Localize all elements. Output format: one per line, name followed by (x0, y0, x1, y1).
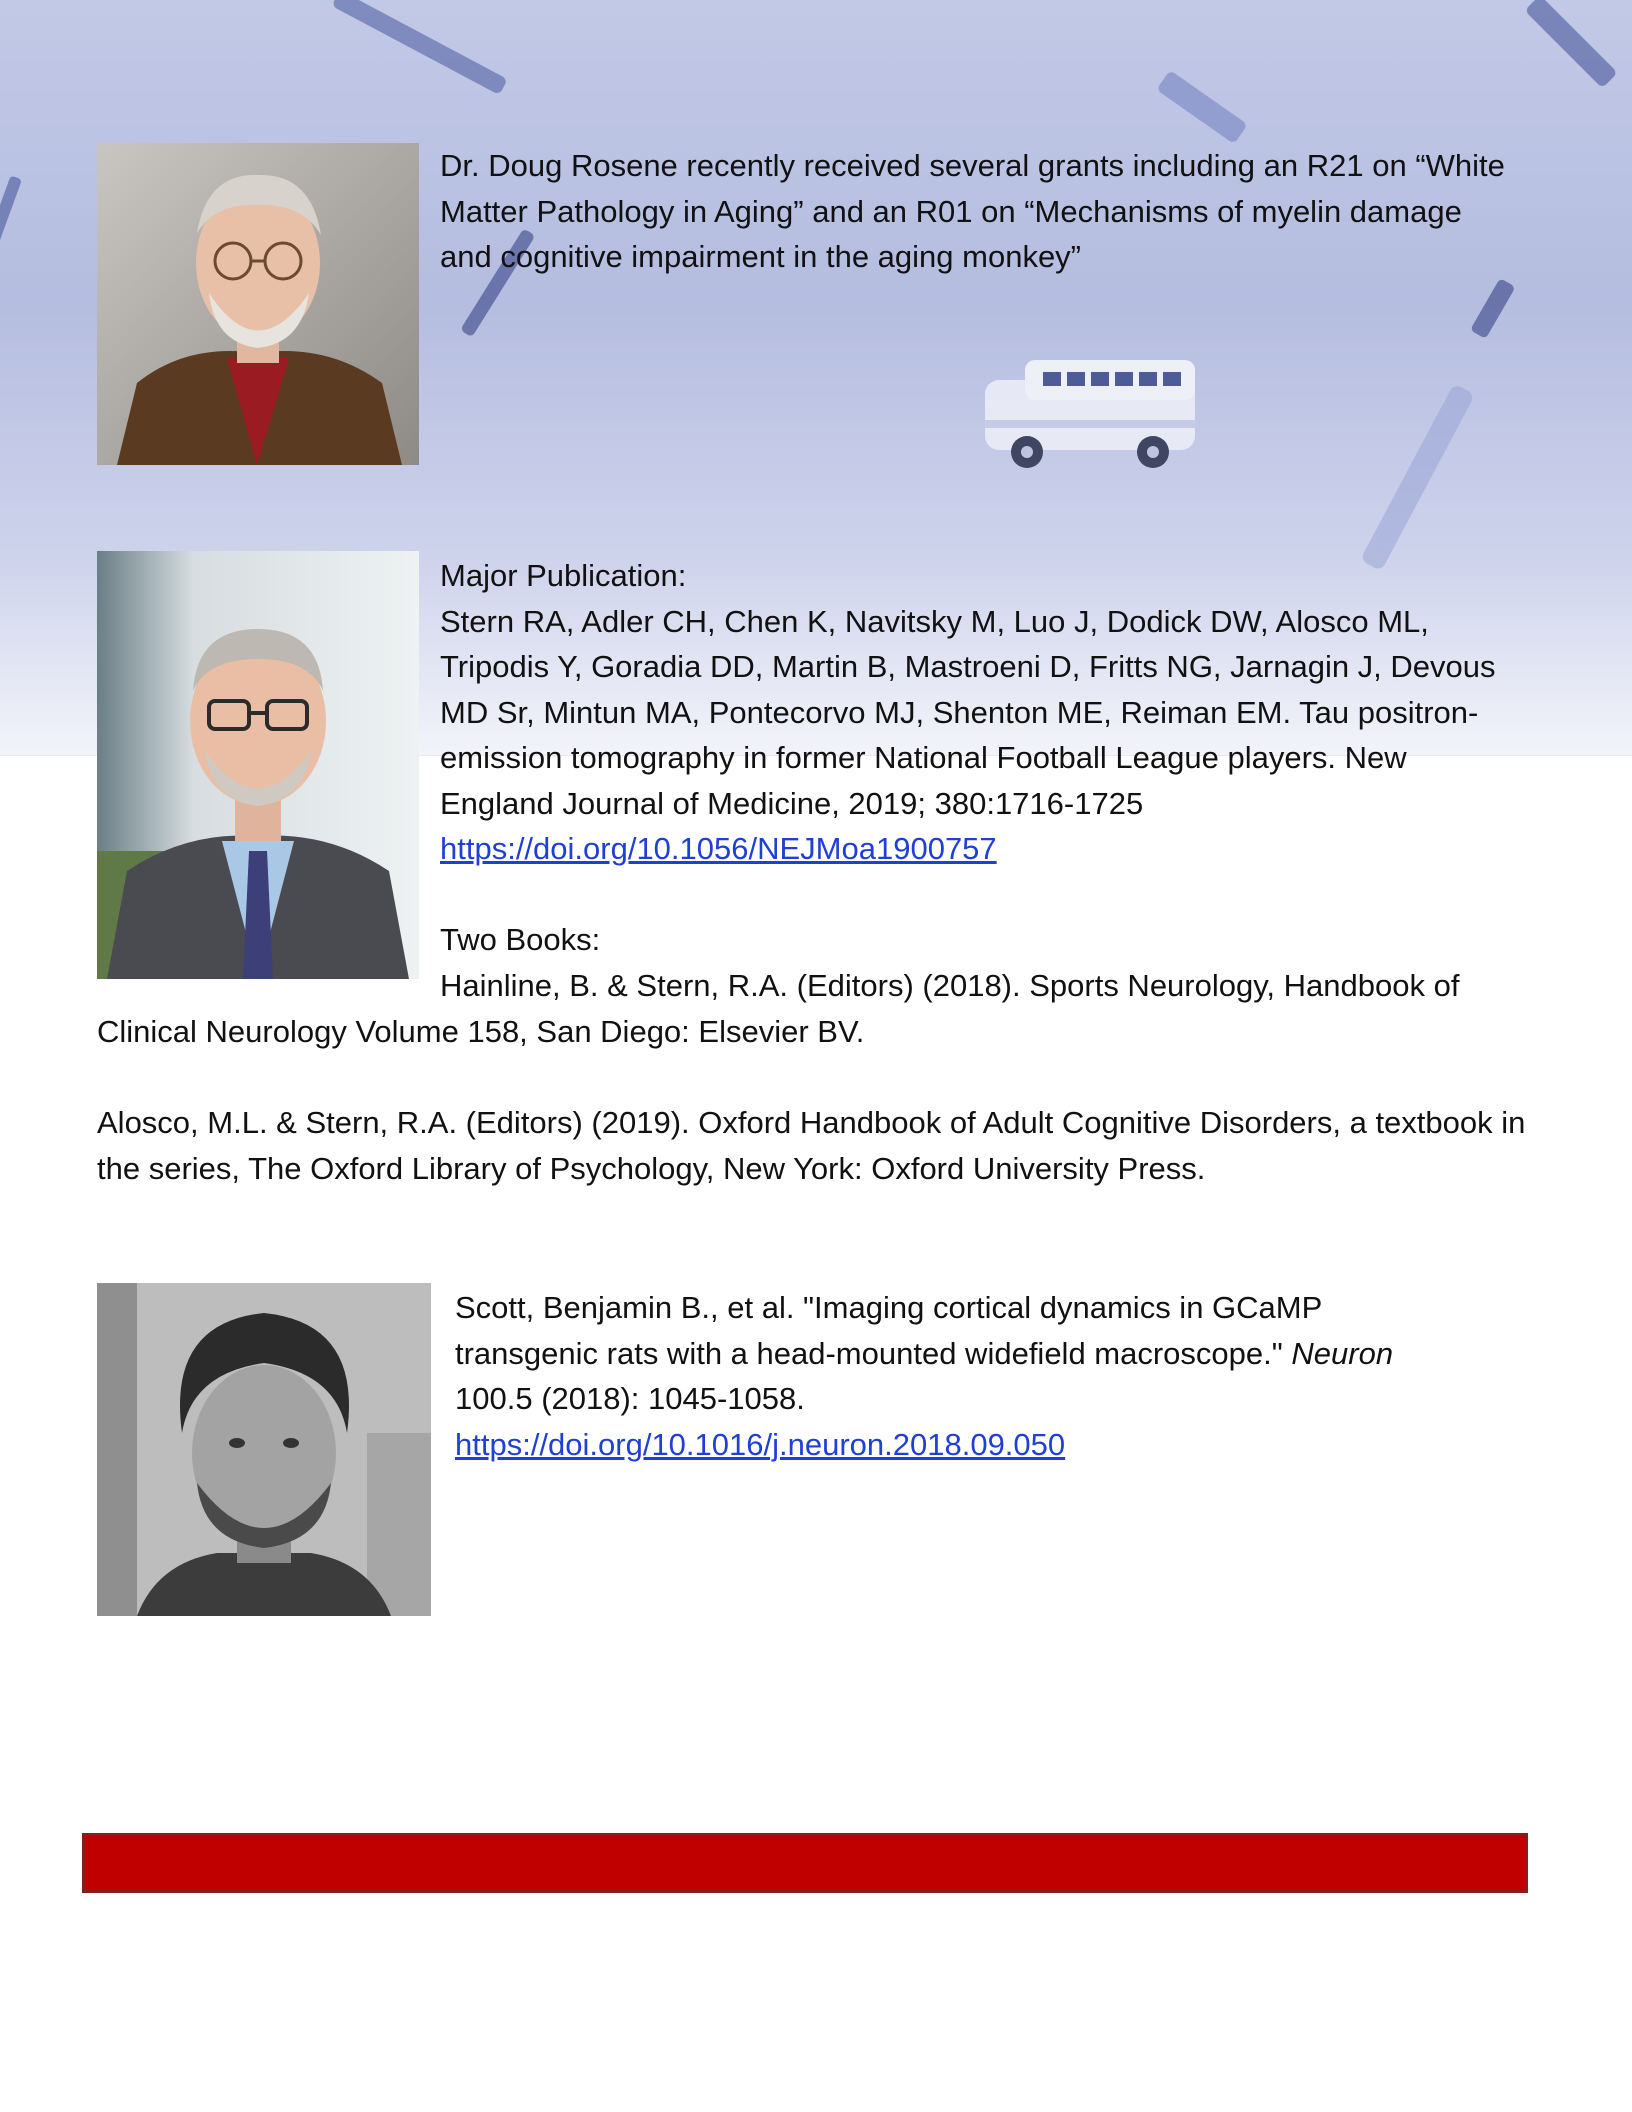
book2-text (97, 1100, 1537, 1191)
scott-portrait-image (97, 1283, 431, 1616)
book1-citation: Hainline, B. & Stern, R.A. (Editors) (2018). Sports Neurology, Handbook of Clinical Neurology Volume 158, San Diego: Elsevier BV. (97, 968, 1460, 1049)
scott-photo (97, 1283, 431, 1616)
rosene-grants-paragraph: Dr. Doug Rosene recently received several grants including an R21 on “White Matter Pathology in Aging” and an R01 on “Mechanisms of myelin damage and cognitive impairment in the aging monkey” (440, 148, 1505, 274)
stern-citation: Stern RA, Adler CH, Chen K, Navitsky M, Luo J, Dodick DW, Alosco ML, Tripodis Y, Goradia DD, Martin B, Mastroeni D, Fritts NG, Jarnagin J, Devous MD Sr, Mintun MA, Pontecorvo MJ, Shenton ME, Reiman EM. Tau positron-emission tomography in former National Football League players. New England Journal of Medicine, 2019; 380:1716-1725 (440, 603, 1496, 821)
scott-doi-link[interactable]: https://doi.org/10.1016/j.neuron.2018.09.050 (455, 1426, 1066, 1462)
two-books-heading: Two Books: (440, 922, 601, 957)
stern-publication-block (440, 553, 1525, 963)
scott-citation-post: 100.5 (2018): 1045-1058. (455, 1381, 805, 1416)
book2-citation: Alosco, M.L. & Stern, R.A. (Editors) (2019). Oxford Handbook of Adult Cognitive Disorders, a textbook in the series, The Oxford Library of Psychology, New York: Oxford University Press. (97, 1105, 1526, 1186)
scott-citation (455, 1285, 1435, 1422)
major-publication-heading: Major Publication: (440, 558, 687, 593)
rosene-portrait-image (97, 143, 419, 465)
stern-photo (97, 551, 419, 979)
book1-text (97, 963, 1547, 1054)
footer-red-bar (82, 1833, 1528, 1893)
rosene-photo (97, 143, 419, 465)
scott-publication-block (455, 1285, 1435, 1467)
stern-doi-link[interactable]: https://doi.org/10.1056/NEJMoa1900757 (440, 831, 997, 866)
scott-journal: Neuron (1291, 1335, 1394, 1371)
rosene-grants-text (440, 143, 1520, 280)
stern-portrait-image (97, 551, 419, 979)
scott-citation-pre: Scott, Benjamin B., et al. "Imaging cortical dynamics in GCaMP transgenic rats with a head-mounted widefield macroscope." (455, 1290, 1322, 1371)
